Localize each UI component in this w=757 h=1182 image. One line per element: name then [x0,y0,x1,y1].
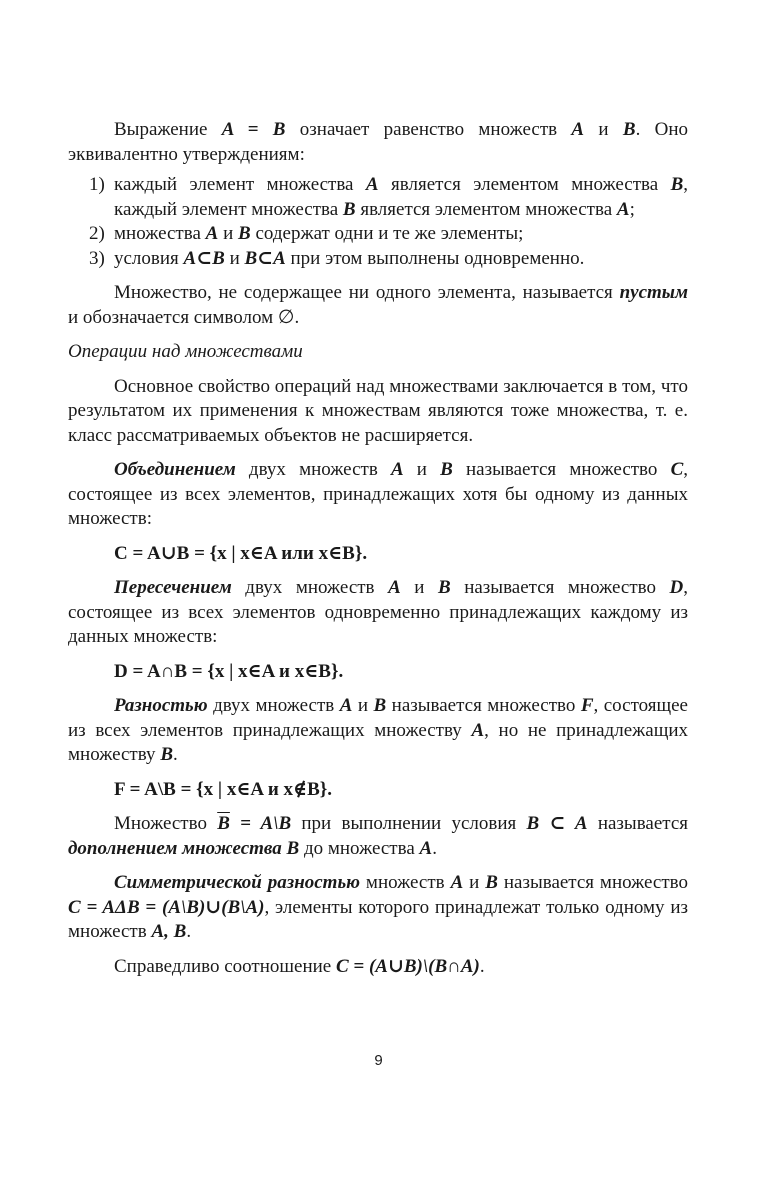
paragraph-empty-set: Множество, не содержащее ни одного элемента, называется пустым и обозначается символом ∅. [68,282,688,328]
paragraph-difference: Разностью двух множеств A и B называется множество F, состоящее из всех элементов принадлежащих множеству A, но не принадлежащих множеству B. [68,695,688,765]
list-item: 1) каждый элемент множества A является элементом множества B, каждый элемент множества B является элементом множества A; [89,174,689,220]
list-item: 3) условия A⊂B и B⊂A при этом выполнены одновременно. [89,247,585,269]
formula-difference: F = A\B = {x | x∈A и x∉B}. [114,778,333,800]
formula-intersection: D = A∩B = {x | x∈A и x∈B}. [114,660,344,682]
equality-conditions-list [68,173,688,271]
page-content [68,118,688,979]
list-item: 2) множества A и B содержат одни и те же элементы; [89,223,524,244]
formula-union: C = A∪B = {x | x∈A или x∈B}. [114,542,368,564]
paragraph-union: Объединением двух множеств A и B называется множество C, состоящее из всех элементов, принадлежащих хотя бы одному из данных множеств: [68,459,688,529]
paragraph-intersection: Пересечением двух множеств A и B называется множество D, состоящее из всех элементов одновременно принадлежащих каждому из данных множеств: [68,577,688,647]
paragraph-equality: Выражение A = B означает равенство множеств A и B. Оно эквивалентно утверждениям: [68,119,688,165]
paragraph-complement: Множество $\overline{B}$ = A\B при выполнении условия B ⊂ A называется дополнением множества B до множества A. [68,813,688,859]
paragraph-relation: Справедливо соотношение C = (A∪B)\(B∩A). [114,955,485,977]
section-heading: Операции над множествами [68,341,303,362]
paragraph-operations: Основное свойство операций над множествами заключается в том, что результатом их применения к множествам являются тоже множества, т. е. класс рассматриваемых объектов не расширяется. [68,375,688,446]
page-number: 9 [374,1052,383,1069]
paragraph-symmetric-difference: Симметрической разностью множеств A и B называется множество C = AΔB = (A\B)∪(B\A), элементы которого принадлежат только одному из множеств A, B. [68,872,689,942]
